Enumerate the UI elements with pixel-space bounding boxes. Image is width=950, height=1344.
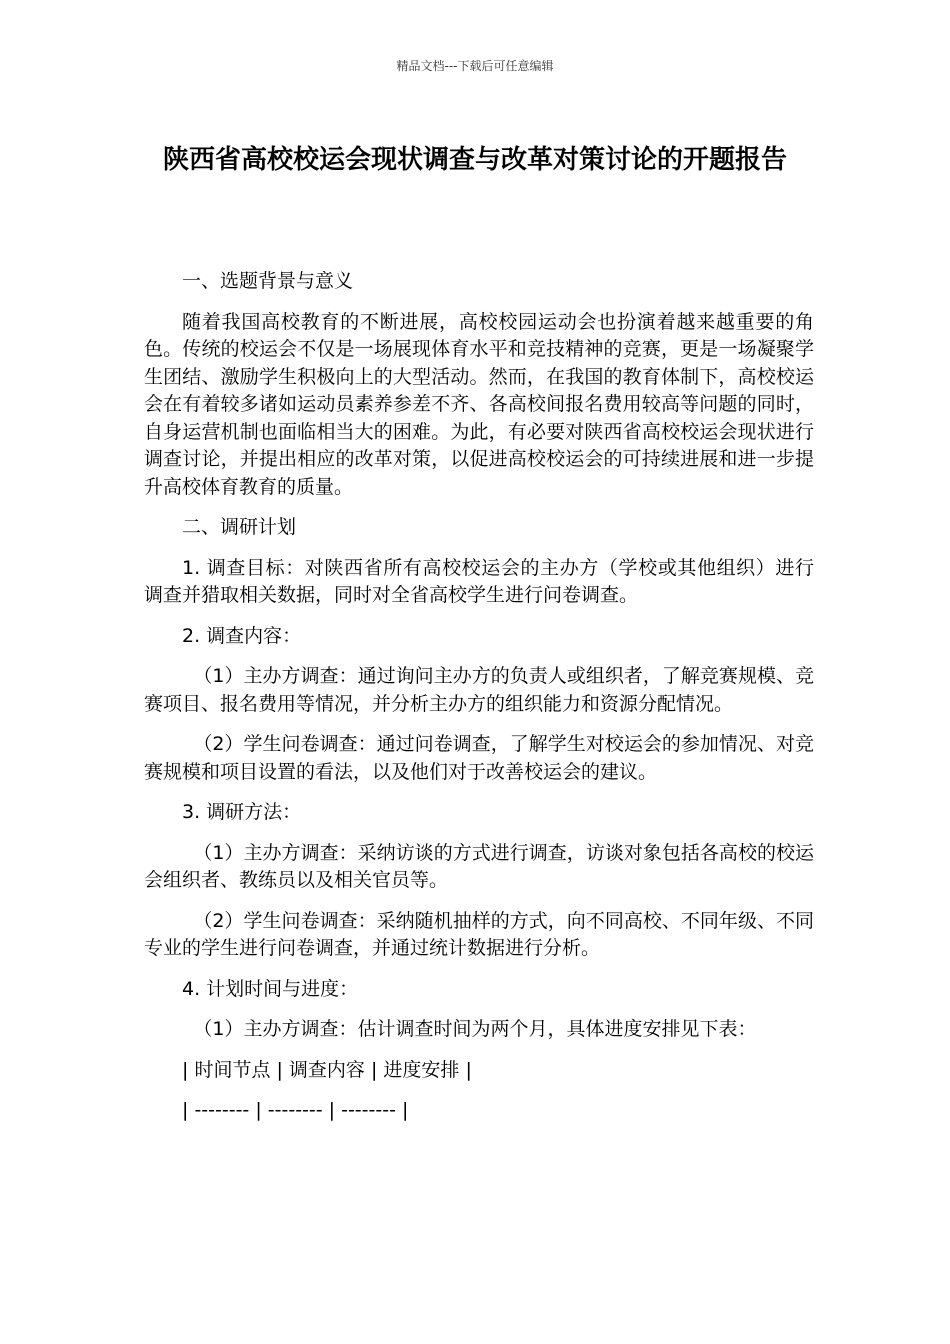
document-title: 陕西省高校校运会现状调查与改革对策讨论的开题报告 — [162, 145, 787, 175]
paragraph-organizer-method: （1）主办方调查：采纳访谈的方式进行调查，访谈对象包括各高校的校运会组织者、教练员以及相关官员等。 — [144, 841, 814, 891]
paragraph-background: 随着我国高校教育的不断进展，高校校园运动会也扮演着越来越重要的角色。传统的校运会不仅是一场展现体育水平和竞技精神的竞赛，更是一场凝聚学生团结、激励学生积极向上的大型活动。然而，在我国的教育体制下，高校校运会在有着较多诸如运动员素养参差不齐、各高校间报名费用较高等问题的同时，自身运营机制也面临相当大的困难。为此，有必要对陕西省高校校运会现状进行调查讨论，并提出相应的改革对策，以促进高校校运会的可持续进展和进一步提升高校体育教育的质量。 — [144, 310, 814, 498]
paragraph-organizer-schedule: （1）主办方调查：估计调查时间为两个月，具体进度安排见下表： — [193, 1018, 757, 1040]
paragraph-schedule-heading: 4. 计划时间与进度： — [182, 977, 359, 1000]
paragraph-organizer-survey: （1）主办方调查：通过询问主办方的负责人或组织者，了解竞赛规模、竞赛项目、报名费用等情况，并分析主办方的组织能力和资源分配情况。 — [144, 665, 814, 715]
section-heading-background: 一、选题背景与意义 — [182, 270, 354, 292]
paragraph-goal: 1. 调查目标：对陕西省所有高校校运会的主办方（学校或其他组织）进行调查并猎取相关数据，同时对全省高校学生进行问卷调查。 — [144, 556, 814, 606]
paragraph-student-method: （2）学生问卷调查：采纳随机抽样的方式，向不同高校、不同年级、不同专业的学生进行问卷调查，并通过统计数据进行分析。 — [144, 909, 814, 959]
paragraph-student-survey: （2）学生问卷调查：通过问卷调查，了解学生对校运会的参加情况、对竞赛规模和项目设置的看法，以及他们对于改善校运会的建议。 — [144, 733, 814, 783]
table-header-line: | 时间节点 | 调查内容 | 进度安排 | — [182, 1058, 472, 1081]
section-heading-plan: 二、调研计划 — [182, 516, 297, 538]
table-separator-line: | -------- | -------- | -------- | — [182, 1099, 409, 1121]
paragraph-content-heading: 2. 调查内容： — [182, 624, 302, 647]
header-note: 精品文档---下载后可任意编辑 — [396, 59, 554, 73]
document-body — [144, 268, 814, 1138]
paragraph-method-heading: 3. 调研方法： — [182, 801, 302, 823]
